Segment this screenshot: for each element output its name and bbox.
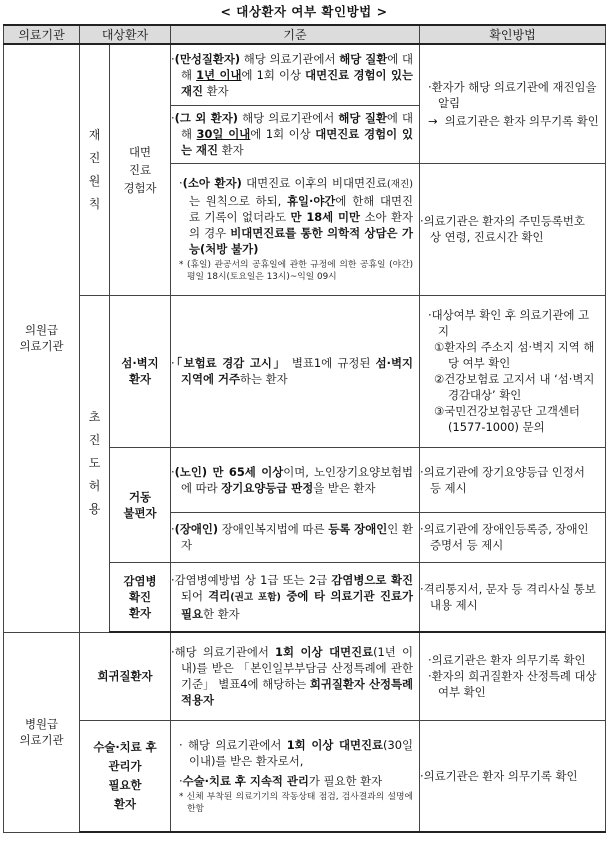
patient-eligibility-table	[3, 24, 606, 833]
surgery-category-label: 수술·치료 후 관리가 필요한 환자	[80, 720, 171, 832]
mobility-category-label: 거동 불편자	[110, 447, 171, 562]
method-island: ·대상여부 확인 후 의료기관에 고지 ①환자의 주소지 섬·벽지 지역 해당 여부 확인 ②건강보험료 고지서 내 ‘섬·벽지 경감대상’ 확인 ③국민건강보험공단 고객센터 (1577-1000) 문의	[420, 295, 606, 447]
header-method: 확인방법	[420, 25, 606, 44]
rare-category-label: 희귀질환자	[80, 632, 171, 720]
criteria-disabled: ·(장애인) 장애인복지법에 따른 등록 장애인인 환자	[171, 512, 420, 562]
method-infectious: ·격리통지서, 문자 등 격리사실 통보내용 제시	[420, 562, 606, 632]
child-footnote: * (휴일) 관공서의 공휴일에 관한 규정에 의한 공휴일 (야간) 평일 18시(토요일은 13시)~익일 09시	[179, 260, 413, 282]
clinic-label: 의원급 의료기관	[4, 44, 80, 632]
criteria-child: ·(소아 환자) 대면진료 이후의 비대면진료(재진)는 원칙으로 하되, 휴일·야간에 한해 대면진료 기록이 없더라도 만 18세 미만 소아 환자의 경우 비대면진료를 통한 의학적 상담은 가능(처방 불가) * (휴일) 관공서의 공휴일에 관한 규정에 의한 공휴일 (야간) 평일 18시(토요일은 13시)~익일 09시	[171, 163, 420, 295]
criteria-elder: ·(노인) 만 65세 이상이며, 노인장기요양보험법에 따라 장기요양등급 판정을 받은 환자	[171, 447, 420, 512]
header-criteria: 기준	[171, 25, 420, 44]
row-surgery	[4, 720, 606, 832]
row-island	[4, 295, 606, 447]
method-rare: ·의료기관은 환자 의무기록 확인 ·환자의 희귀질환자 산정특례 대상여부 확인	[420, 632, 606, 720]
method-surgery: ·의료기관은 환자 의무기록 확인	[420, 720, 606, 832]
page-title: < 대상환자 여부 확인방법 >	[220, 4, 388, 19]
header-patient: 대상환자	[80, 25, 171, 44]
infect-category-label: 감염병 확진 환자	[110, 562, 171, 632]
surgery-footnote: * 신체 부착된 의료기기의 작동상태 점검, 검사결과의 설명에 한함	[179, 791, 413, 814]
arrow-icon: →	[428, 113, 438, 128]
criteria-infectious: ·감염병예방법 상 1급 또는 2급 감염병으로 확진되어 격리(권고 포함) 중에 타 의료기관 진료가 필요한 환자	[171, 562, 420, 632]
criteria-island: ·「보험료 경감 고시」 별표1에 규정된 섬·벽지 지역에 거주하는 환자	[171, 295, 420, 447]
criteria-other: ·(그 외 환자) 해당 의료기관에서 해당 질환에 대해 30일 이내에 1회 이상 대면진료 경험이 있는 재진 환자	[171, 105, 420, 163]
revisit-category-label: 대면 진료 경험자	[110, 44, 171, 295]
header-institution: 의료기관	[4, 25, 80, 44]
method-disabled: ·의료기관에 장애인등록증, 장애인증명서 등 제시	[420, 512, 606, 562]
criteria-chronic: ·(만성질환자) 해당 의료기관에서 해당 질환에 대해 1년 이내에 1회 이상 대면진료 경험이 있는 재진 환자	[171, 44, 420, 105]
table-header-row	[4, 25, 606, 44]
hospital-label: 병원급 의료기관	[4, 632, 80, 832]
first-visit-group-label: 초 진 도 허 용	[80, 295, 110, 632]
method-elder: ·의료기관에 장기요양등급 인정서 등 제시	[420, 447, 606, 512]
method-revisit: ·환자가 해당 의료기관에 재진임을 알림 → 의료기관은 환자 의무기록 확인	[420, 44, 606, 163]
island-category-label: 섬·벽지 환자	[110, 295, 171, 447]
row-chronic	[4, 44, 606, 105]
row-rare	[4, 632, 606, 720]
method-child: ·의료기관은 환자의 주민등록번호 상 연령, 진료시간 확인	[420, 163, 606, 295]
criteria-surgery: · 해당 의료기관에서 1회 이상 대면진료(30일 이내)를 받은 환자로서, ·수술·치료 후 지속적 관리가 필요한 환자 * 신체 부착된 의료기기의 작동상태 점검, 검사결과의 설명에 한함	[171, 720, 420, 832]
criteria-rare: ·해당 의료기관에서 1회 이상 대면진료(1년 이내)를 받은 「본인일부부담금 산정특례에 관한 기준」 별표4에 해당하는 희귀질환자 산정특례 적용자	[171, 632, 420, 720]
revisit-group-label: 재 진 원 칙	[80, 44, 110, 295]
